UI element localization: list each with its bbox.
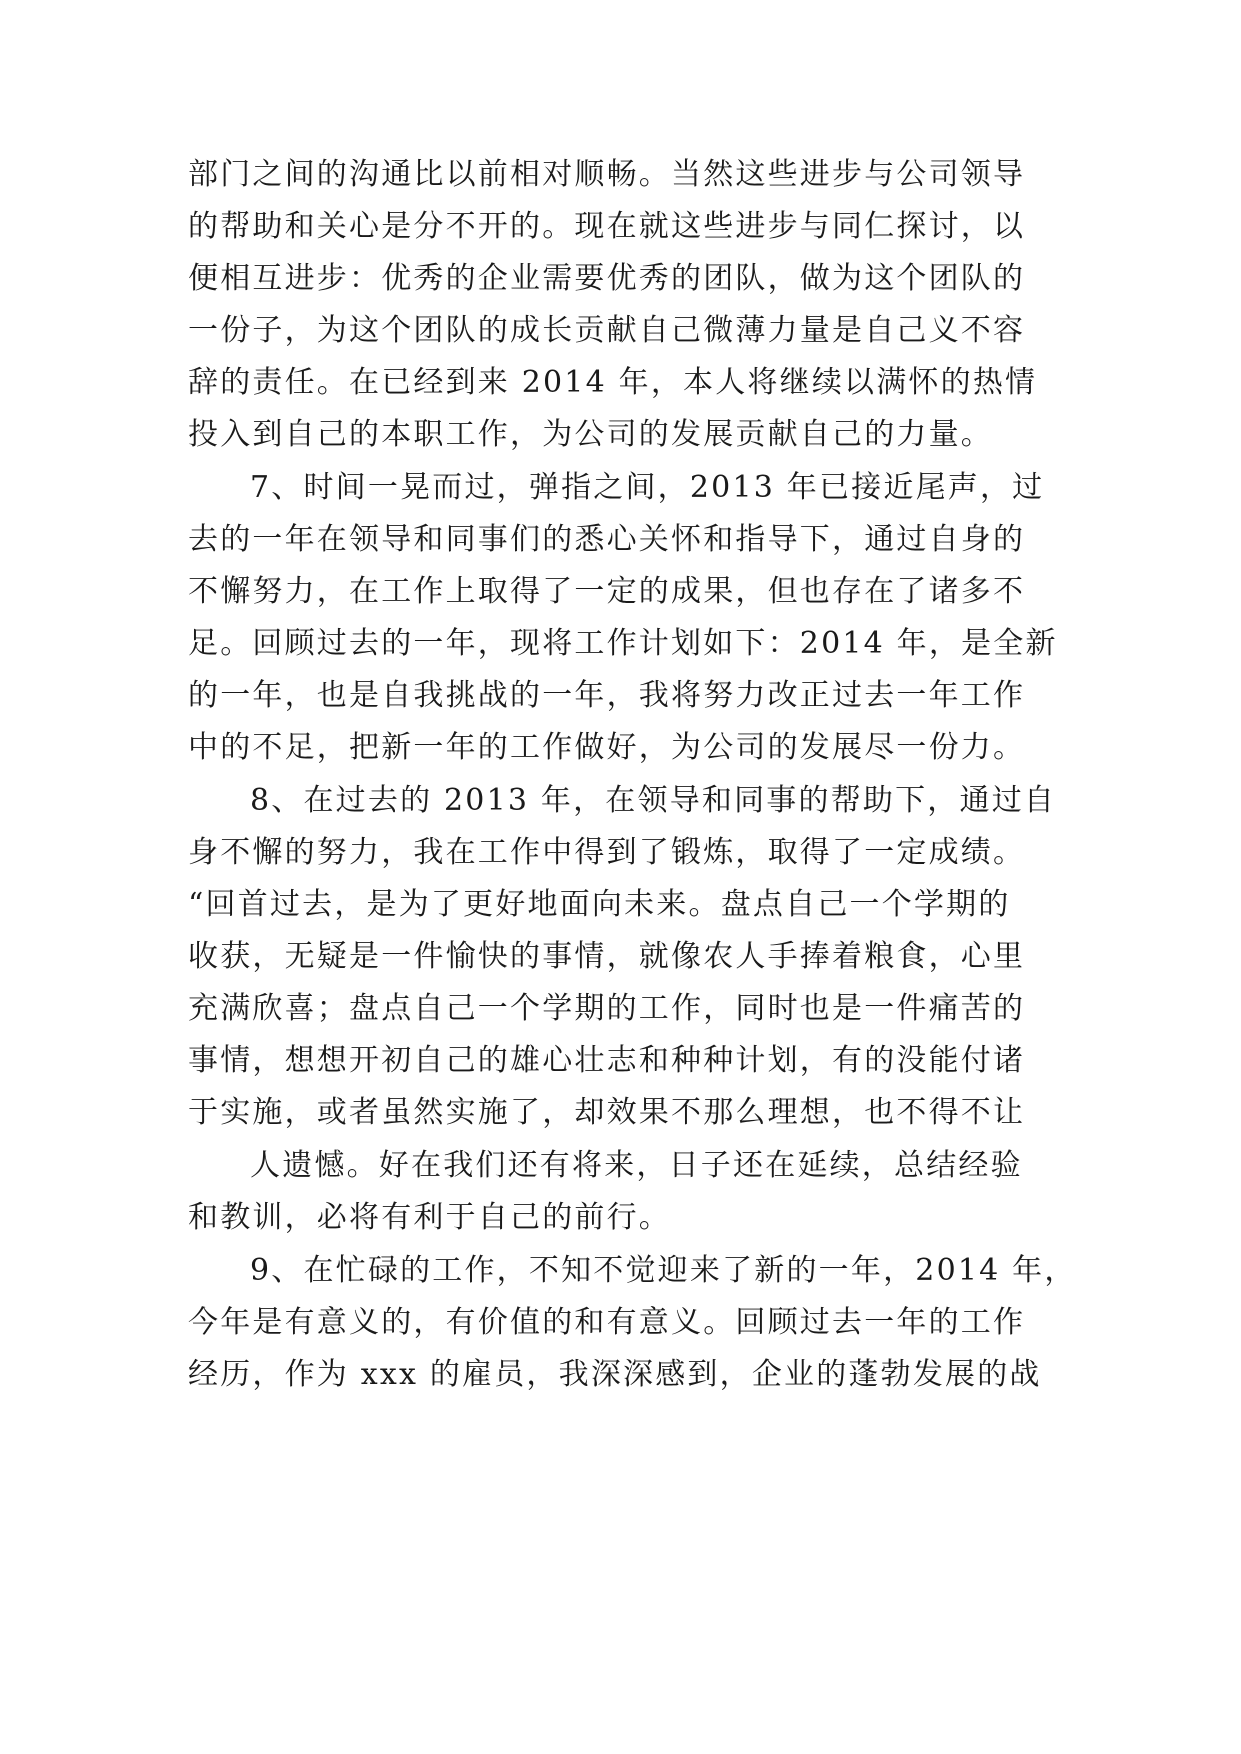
text-line: 不懈努力，在工作上取得了一定的成果，但也存在了诸多不	[188, 574, 1026, 609]
text-line: 今年是有意义的，有价值的和有意义。回顾过去一年的工作	[188, 1305, 1026, 1340]
text-line: “回首过去，是为了更好地面向未来。盘点自己一个学期的	[188, 887, 1011, 922]
paragraph-9-start: 9、在忙碌的工作，不知不觉迎来了新的一年，2014 年，	[250, 1253, 1077, 1288]
paragraph-8-start: 8、在过去的 2013 年，在领导和同事的帮助下，通过自	[250, 783, 1057, 818]
text-line: 的帮助和关心是分不开的。现在就这些进步与同仁探讨，以	[188, 209, 1026, 244]
text-line: 人遗憾。好在我们还有将来，日子还在延续，总结经验	[250, 1148, 1023, 1183]
text-line: 便相互进步：优秀的企业需要优秀的团队，做为这个团队的	[188, 261, 1026, 296]
text-line: 身不懈的努力，我在工作中得到了锻炼，取得了一定成绩。	[188, 835, 1026, 870]
text-line: 部门之间的沟通比以前相对顺畅。当然这些进步与公司领导	[188, 157, 1026, 192]
text-line: 辞的责任。在已经到来 2014 年，本人将继续以满怀的热情	[188, 365, 1038, 400]
text-line: 去的一年在领导和同事们的悉心关怀和指导下，通过自身的	[188, 522, 1026, 557]
text-line: 和教训，必将有利于自己的前行。	[188, 1200, 671, 1235]
text-line: 经历，作为 xxx 的雇员，我深深感到，企业的蓬勃发展的战	[188, 1357, 1042, 1392]
text-line: 于实施，或者虽然实施了，却效果不那么理想，也不得不让	[188, 1095, 1026, 1130]
text-line: 投入到自己的本职工作，为公司的发展贡献自己的力量。	[188, 417, 993, 452]
text-line: 充满欣喜；盘点自己一个学期的工作，同时也是一件痛苦的	[188, 991, 1026, 1026]
text-line: 收获，无疑是一件愉快的事情，就像农人手捧着粮食，心里	[188, 939, 1026, 974]
text-line: 中的不足，把新一年的工作做好，为公司的发展尽一份力。	[188, 730, 1026, 765]
text-line: 的一年，也是自我挑战的一年，我将努力改正过去一年工作	[188, 678, 1026, 713]
text-line: 一份子，为这个团队的成长贡献自己微薄力量是自己义不容	[188, 313, 1026, 348]
text-line: 足。回顾过去的一年，现将工作计划如下：2014 年，是全新	[188, 626, 1058, 661]
paragraph-7-start: 7、时间一晃而过，弹指之间，2013 年已接近尾声，过	[250, 470, 1045, 505]
text-line: 事情，想想开初自己的雄心壮志和种种计划，有的没能付诸	[188, 1043, 1026, 1078]
